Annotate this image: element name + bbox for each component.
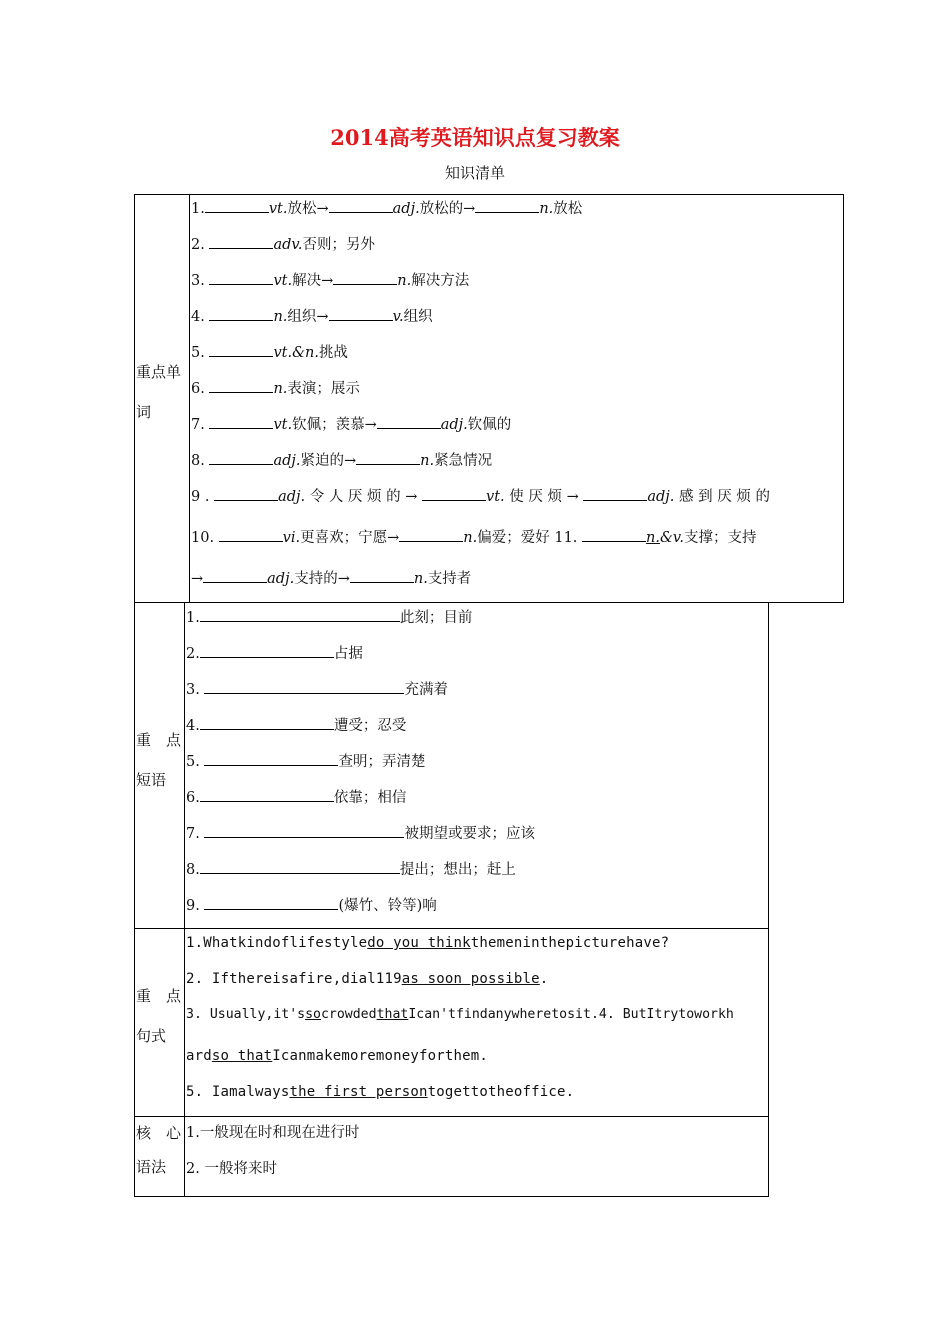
sentences-divider: [184, 928, 185, 1117]
words-label: [136, 352, 190, 432]
grammar-label-line1: 核 心: [136, 1124, 182, 1142]
page-title: 2014高考英语知识点复习教案: [330, 125, 620, 150]
word-item-3: 3. vt.解决→ n.解决方法: [191, 270, 469, 291]
word-item-4: 4. n.组织→ v.组织: [191, 306, 433, 327]
word-item-8: 8. adj.紧迫的→ n.紧急情况: [191, 450, 492, 471]
phrase-item: 7. 被期望或要求；应该: [186, 823, 535, 844]
phrase-item: 5. 查明；弄清楚: [186, 751, 425, 772]
grammar-item: 1.一般现在时和现在进行时: [186, 1125, 360, 1141]
phrase-item: 2. 占据: [186, 643, 363, 664]
phrase-item: 4. 遭受；忍受: [186, 715, 406, 736]
phrase-item: 8. 提出；想出；赶上: [186, 859, 516, 880]
word-item-1: 1. vt.放松→ adj.放松的→ n.放松: [191, 198, 582, 219]
word-item-9: 9 . adj. 令 人 厌 烦 的 → vt. 使 厌 烦 → adj. 感 到 厌 烦 的: [191, 486, 770, 507]
word-item-10-continued: → adj.支持的→ n.支持者: [191, 568, 471, 589]
word-item-7: 7. vt.钦佩；羡慕→ adj.钦佩的: [191, 414, 511, 435]
sentence-3: 3. Usually,it'ssocrowdedthatIcan'tfindanywheretosit.4. ButItrytoworkh: [186, 1007, 734, 1022]
phrases-label: [136, 720, 184, 800]
sentence-5: 5. Iamalwaysthe first persontogettotheoffice.: [186, 1084, 575, 1100]
words-label-line2: 词: [136, 403, 152, 421]
sentences-label: [136, 976, 184, 1056]
words-label-line1: 重点单: [136, 363, 182, 381]
grammar-divider: [184, 1116, 185, 1197]
phrase-item: 1. 此刻；目前: [186, 607, 472, 628]
word-item-10: 10. vi.更喜欢；宁愿→ n.偏爱；爱好 11. n.&v.支撑；支持: [191, 527, 756, 548]
sentences-label-line1: 重 点: [136, 987, 182, 1005]
page-subtitle: 知识清单: [444, 164, 505, 182]
grammar-label-line2: 语法: [136, 1158, 167, 1176]
sentence-4: ardso thatIcanmakemoremoneyforthem.: [186, 1048, 489, 1064]
grammar-label: [136, 1116, 184, 1184]
phrases-label-line1: 重 点: [136, 731, 182, 749]
word-item-2: 2. adv.否则；另外: [191, 234, 375, 255]
sentence-2: 2. Ifthereisafire,dial119as soon possible.: [186, 971, 549, 987]
word-item-6: 6. n.表演；展示: [191, 378, 360, 399]
phrase-item: 6. 依靠；相信: [186, 787, 406, 808]
phrase-item: 3. 充满着: [186, 679, 448, 700]
phrase-item: 9. (爆竹、铃等)响: [186, 895, 437, 916]
word-item-5: 5. vt.&n.挑战: [191, 342, 348, 363]
grammar-item: 2. 一般将来时: [186, 1161, 277, 1177]
sentence-1: 1.Whatkindoflifestyledo you thinkthemeninthepicturehave?: [186, 935, 670, 951]
sentences-label-line2: 句式: [136, 1027, 167, 1045]
phrases-label-line2: 短语: [136, 771, 167, 789]
phrases-divider: [184, 602, 185, 929]
